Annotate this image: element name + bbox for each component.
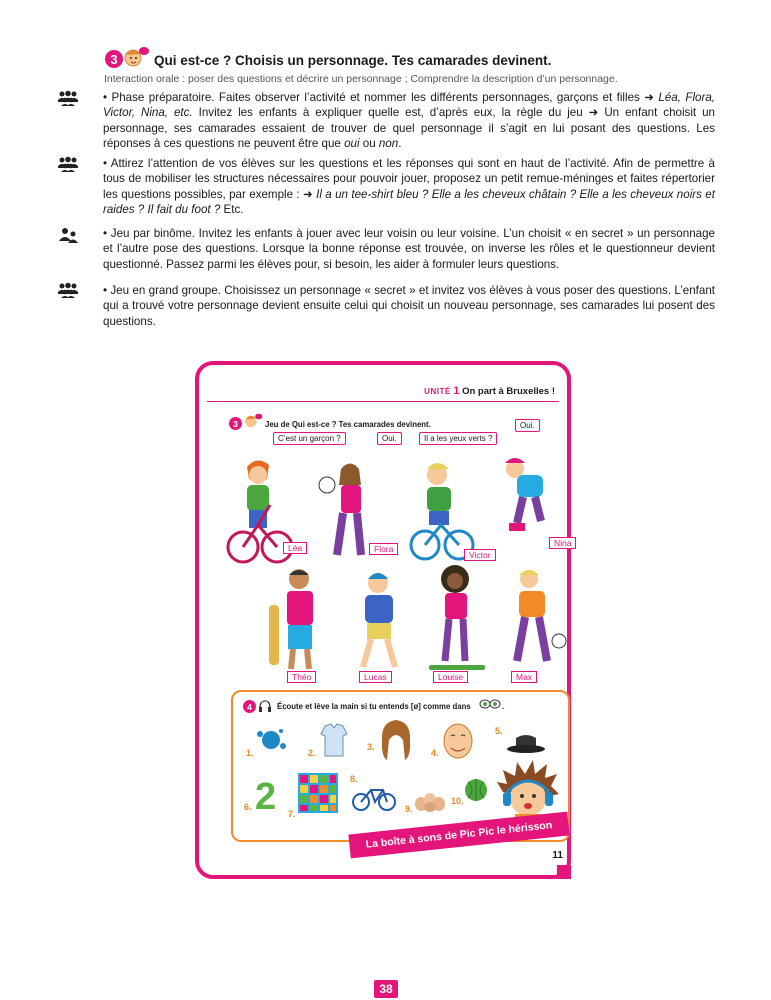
unit-header: UNITÉ 1 On part à Bruxelles ! (424, 385, 555, 397)
unit-divider (207, 401, 559, 402)
bicycle-icon (351, 784, 397, 812)
paragraph-group: • Jeu en grand groupe. Choisissez un personnage « secret » et invitez vos élèves à vous poser des questions. L’enfant qui a trouvé votre personnage devient ensuite celui qui choisit un nouveau personnage, ses camarades lui posent des questions. (103, 284, 715, 328)
illustration-louise-skateboard (421, 561, 491, 676)
student-book-page (195, 361, 571, 879)
item-number: 7. (288, 809, 296, 819)
puzzle-game-icon (297, 772, 339, 814)
character-name-flora: Flora (369, 543, 398, 555)
speech-bubble: C’est un garçon ? (273, 432, 346, 445)
book-page-number: 11 (552, 850, 563, 861)
page-number: 38 (374, 980, 398, 998)
illustration-nina-rollerskates (489, 451, 559, 546)
item-number: 9. (405, 804, 413, 814)
character-name-theo: Théo (287, 671, 316, 683)
hair-wig-icon (379, 718, 413, 762)
paint-splash-icon (255, 726, 287, 754)
item-number: 2. (308, 748, 316, 758)
exercise-number-badge: 3 (105, 50, 123, 68)
page-corner-marker (557, 865, 571, 879)
eggs-icon (414, 790, 446, 812)
character-name-lea: Léa (283, 542, 307, 554)
face-icon (441, 722, 475, 760)
digit-two-picture: 2 (255, 776, 277, 818)
illustration-lucas-rollerskates (347, 567, 409, 677)
pair-work-icon (58, 227, 80, 243)
illustration-flora-football (317, 455, 377, 570)
illustration-max-football (499, 565, 569, 675)
book-exercise-4-title: Écoute et lève la main si tu entends [ø] comme dans (277, 702, 471, 711)
paragraph-preparation: • Phase préparatoire. Faites observer l’activité et nommer les différents personnages, garçons et filles ➜ Léa, Flora, Victor, Nina, etc. Invitez les enfants à expliquer quelle est, d’après eux, la règle du jeu ➜ Un enfant choisit un personnage, ses camarades essaient de trouver de quel personnage il s’agit en lui posant des questions. Les réponses à ces questions ne peuvent être que oui ou non. (103, 91, 716, 151)
item-number: 3. (367, 742, 375, 752)
item-number: 8. (350, 774, 358, 784)
illustration-theo-skateboard (261, 565, 336, 677)
character-name-lucas: Lucas (359, 671, 392, 683)
character-name-victor: Victor (464, 549, 496, 561)
character-name-nina: Nina (549, 537, 576, 549)
character-name-max: Max (511, 671, 537, 683)
paragraph-pairs: • Jeu par binôme. Invitez les enfants à jouer avec leur voisin ou leur voisine. L’un choisit « en secret » un personnage et l’autre pose des questions. Lorsque la bonne réponse est trouvée, on inverse les rôles et le questionneur devient questionné. Passez parmi les élèves pour, si besoin, les aider à formuler leurs questions. (103, 227, 715, 271)
item-number: 5. (495, 726, 503, 736)
exercise-title: Qui est-ce ? Choisis un personnage. Tes camarades devinent. (154, 53, 552, 68)
shirt-icon (319, 722, 349, 758)
speaking-child-icon (243, 411, 263, 429)
melon-icon (464, 778, 488, 802)
whole-class-icon (57, 282, 79, 298)
speech-bubble: Il a les yeux verts ? (419, 432, 497, 445)
item-number: 10. (451, 796, 464, 806)
sound-box-banner: La boîte à sons de Pic Pic le hérisson (348, 812, 569, 859)
whole-class-icon (57, 90, 79, 106)
item-number: 4. (431, 748, 439, 758)
book-exercise-4-badge: 4 (243, 700, 256, 713)
exercise-subtitle: Interaction orale : poser des questions et décrire un personnage ; Comprendre la description d’un personnage. (104, 73, 618, 85)
speech-bubble: Oui. (515, 419, 540, 432)
audio-track-number: 15 (261, 702, 268, 708)
hat-icon (506, 732, 546, 754)
book-exercise-4-title-end: . (502, 702, 505, 711)
character-name-louise: Louise (433, 671, 468, 683)
item-number: 1. (246, 748, 254, 758)
item-number: 6. (244, 802, 252, 812)
eyes-icon (479, 696, 501, 710)
whole-class-icon (57, 156, 79, 172)
paragraph-questions: • Attirez l’attention de vos élèves sur les questions et les réponses qui sont en haut de l’activité. Afin de permettre à tous de mobiliser les structures nécessaires pour pouvoir jouer, proposez un petit remue-méninges et faites répertorier les questions possibles, par exemple : ➜ Il a un tee-shirt bleu ? Elle a les cheveux châtain ? Elle a les cheveux noirs et raides ? Il fait du foot ? Etc. (103, 157, 715, 217)
book-exercise-3-title: Jeu de Qui est-ce ? Tes camarades devinent. (265, 420, 431, 429)
speech-bubble: Oui. (377, 432, 402, 445)
speaking-child-icon (122, 44, 150, 68)
book-exercise-3-badge: 3 (229, 417, 242, 430)
